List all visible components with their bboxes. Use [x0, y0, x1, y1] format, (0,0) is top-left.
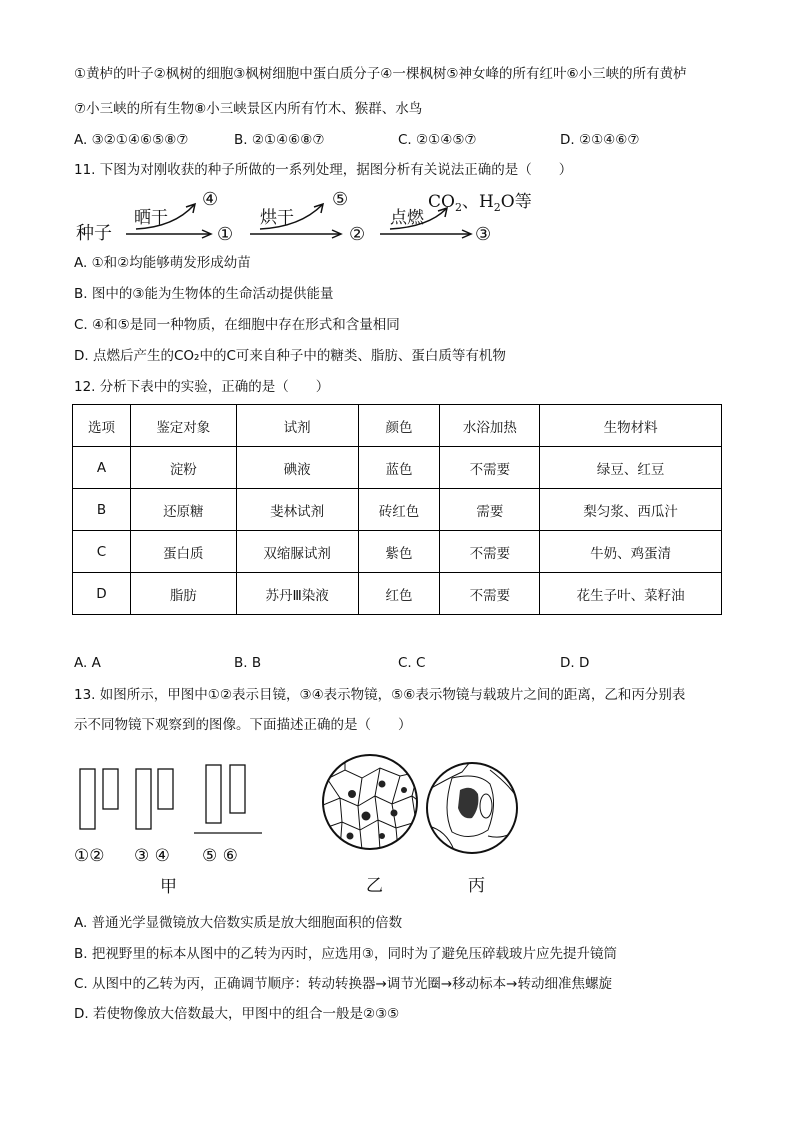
table-cell: 双缩脲试剂	[236, 531, 358, 573]
table-cell: 不需要	[440, 531, 540, 573]
label-bing: 丙	[468, 876, 485, 895]
header-reagent: 试剂	[236, 405, 358, 447]
table-cell: 紫色	[358, 531, 440, 573]
q12-stem: 12. 分析下表中的实验，正确的是（ ）	[74, 379, 330, 395]
node-3: ③	[475, 224, 492, 245]
table-cell: D	[73, 573, 131, 615]
q11-option-b[interactable]: B. 图中的③能为生物体的生命活动提供能量	[74, 286, 334, 302]
q13-option-d[interactable]: D. 若使物像放大倍数最大，甲图中的组合一般是②③⑤	[74, 1006, 400, 1022]
q13-stem-line1: 13. 如图所示，甲图中①②表示目镜，③④表示物镜，⑤⑥表示物镜与载玻片之间的距离，乙和丙分别表	[74, 687, 686, 703]
q10-option-b[interactable]: B. ②①④⑥⑧⑦	[234, 132, 325, 148]
objective-distance-6	[230, 765, 245, 813]
label-1-2: ①②	[74, 846, 105, 866]
label-3-4: ③ ④	[134, 846, 170, 866]
table-row	[73, 573, 722, 615]
node-4: ④	[202, 189, 219, 210]
microscope-views-diagram	[320, 750, 530, 895]
objective-3	[136, 769, 151, 829]
table-cell: 需要	[440, 489, 540, 531]
header-target: 鉴定对象	[130, 405, 236, 447]
q13-option-b[interactable]: B. 把视野里的标本从图中的乙转为丙时，应选用③，同时为了避免压碎载玻片应先提升镜筒	[74, 946, 617, 962]
label-5-6: ⑤ ⑥	[202, 846, 238, 866]
node-2: ②	[349, 224, 366, 245]
q11-option-a[interactable]: A. ①和②均能够萌发形成幼苗	[74, 255, 251, 271]
q11-option-d[interactable]: D. 点燃后产生的CO₂中的C可来自种子中的糖类、脂肪、蛋白质等有机物	[74, 348, 506, 364]
table-cell: 脂肪	[130, 573, 236, 615]
microscope-lens-diagram	[70, 755, 270, 895]
step-sun-dry: 晒干	[134, 208, 168, 228]
table-row	[73, 447, 722, 489]
header-material: 生物材料	[540, 405, 722, 447]
q10-option-c[interactable]: C. ②①④⑤⑦	[398, 132, 477, 148]
table-row	[73, 489, 722, 531]
experiment-table	[72, 404, 722, 615]
table-cell: 蓝色	[358, 447, 440, 489]
q10-line1: ①黄栌的叶子②枫树的细胞③枫树细胞中蛋白质分子④一棵枫树⑤神女峰的所有红叶⑥小三峡的所有黄栌	[74, 66, 687, 82]
table-cell: 蛋白质	[130, 531, 236, 573]
table-cell: 花生子叶、菜籽油	[540, 573, 722, 615]
label-jia: 甲	[160, 877, 177, 895]
q13-stem-line2: 示不同物镜下观察到的图像。下面描述正确的是（ ）	[74, 717, 412, 733]
header-water-bath: 水浴加热	[440, 405, 540, 447]
q10-option-d[interactable]: D. ②①④⑥⑦	[560, 132, 640, 148]
step-oven-dry: 烘干	[260, 208, 294, 228]
q12-option-c[interactable]: C. C	[398, 655, 426, 671]
table-cell: 红色	[358, 573, 440, 615]
node-1: ①	[217, 224, 234, 245]
table-cell: 苏丹Ⅲ染液	[236, 573, 358, 615]
header-color: 颜色	[358, 405, 440, 447]
table-cell: B	[73, 489, 131, 531]
q12-option-b[interactable]: B. B	[234, 655, 262, 671]
table-cell: A	[73, 447, 131, 489]
seed-processing-diagram	[74, 183, 554, 253]
view-yi-circle	[323, 755, 417, 849]
step-burn: 点燃	[390, 208, 424, 228]
table-cell: 不需要	[440, 447, 540, 489]
table-row	[73, 531, 722, 573]
seed-label: 种子	[76, 223, 112, 244]
header-option: 选项	[73, 405, 131, 447]
table-cell: C	[73, 531, 131, 573]
eyepiece-2	[103, 769, 118, 809]
q13-option-c[interactable]: C. 从图中的乙转为丙，正确调节顺序：转动转换器→调节光圈→移动标本→转动细准焦螺旋	[74, 976, 612, 992]
objective-4	[158, 769, 173, 809]
table-cell: 绿豆、红豆	[540, 447, 722, 489]
label-yi: 乙	[366, 876, 383, 895]
objective-distance-5	[206, 765, 221, 823]
table-cell: 梨匀浆、西瓜汁	[540, 489, 722, 531]
table-cell: 碘液	[236, 447, 358, 489]
table-header-row	[73, 405, 722, 447]
q12-option-d[interactable]: D. D	[560, 655, 590, 671]
combustion-products: $CO_2$、$H_2O$等	[428, 192, 532, 214]
q11-stem: 11. 下图为对刚收获的种子所做的一系列处理，据图分析有关说法正确的是（ ）	[74, 162, 573, 178]
q12-option-a[interactable]: A. A	[74, 655, 101, 671]
table-cell: 牛奶、鸡蛋清	[540, 531, 722, 573]
q13-option-a[interactable]: A. 普通光学显微镜放大倍数实质是放大细胞面积的倍数	[74, 915, 403, 931]
node-5: ⑤	[332, 189, 349, 210]
table-cell: 斐林试剂	[236, 489, 358, 531]
table-cell: 砖红色	[358, 489, 440, 531]
eyepiece-1	[80, 769, 95, 829]
table-cell: 不需要	[440, 573, 540, 615]
q11-option-c[interactable]: C. ④和⑤是同一种物质，在细胞中存在形式和含量相同	[74, 317, 400, 333]
q10-option-a[interactable]: A. ③②①④⑥⑤⑧⑦	[74, 132, 189, 148]
table-cell: 淀粉	[130, 447, 236, 489]
q10-line2: ⑦小三峡的所有生物⑧小三峡景区内所有竹木、猴群、水鸟	[74, 101, 423, 117]
table-cell: 还原糖	[130, 489, 236, 531]
